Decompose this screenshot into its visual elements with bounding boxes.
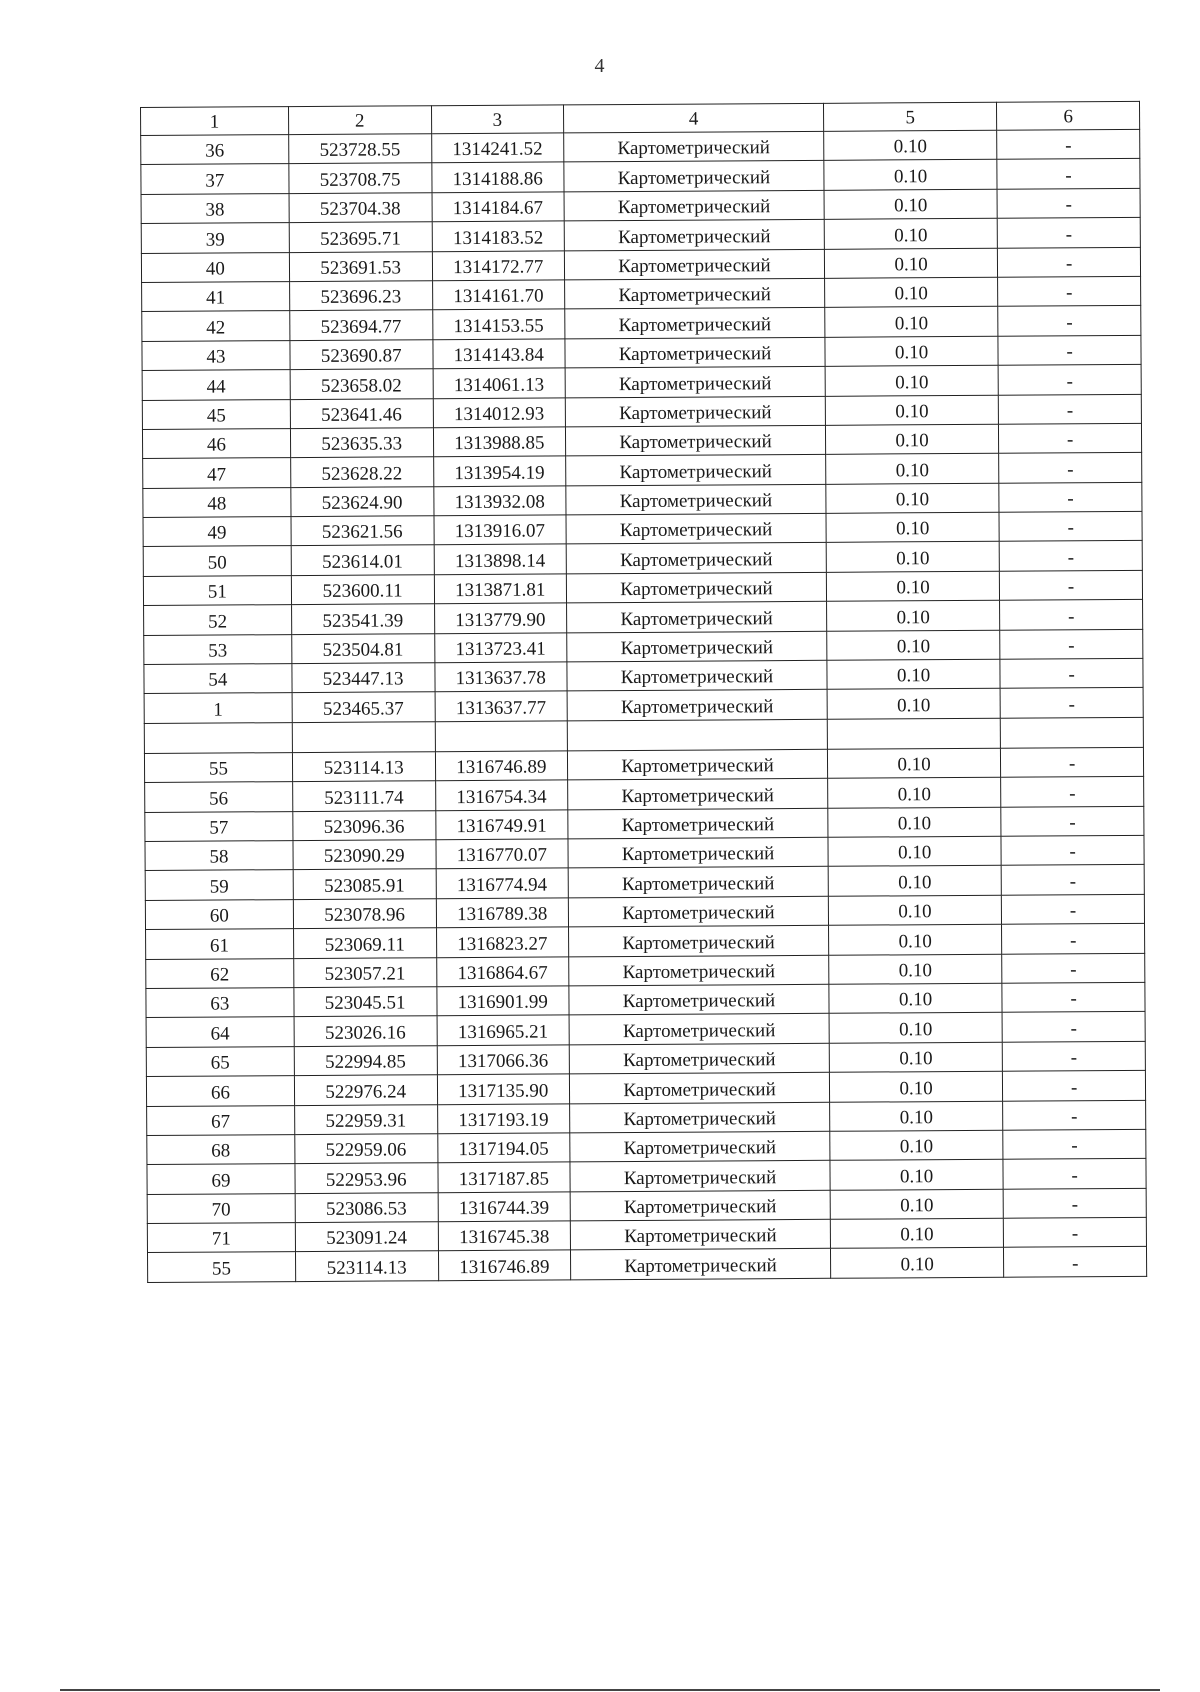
point-number-cell: 47 (143, 458, 291, 488)
x-coordinate-cell: 523447.13 (292, 663, 435, 693)
empty-cell (292, 722, 435, 753)
y-coordinate-cell: 1317194.05 (437, 1133, 570, 1163)
point-number-cell: 45 (142, 399, 290, 429)
accuracy-cell: 0.10 (825, 365, 998, 395)
y-coordinate-cell: 1314241.52 (431, 133, 564, 163)
column-header: 1 (141, 107, 289, 136)
method-cell: Картометрический (569, 1072, 829, 1103)
note-cell: - (1000, 629, 1143, 659)
method-cell: Картометрический (569, 955, 829, 986)
method-cell: Картометрический (565, 308, 825, 339)
accuracy-cell: 0.10 (828, 924, 1001, 954)
note-cell: - (1000, 570, 1143, 600)
y-coordinate-cell: 1313988.85 (433, 427, 566, 457)
x-coordinate-cell: 522953.96 (295, 1163, 438, 1193)
method-cell: Картометрический (569, 925, 829, 956)
accuracy-cell: 0.10 (826, 542, 999, 572)
y-coordinate-cell: 1316774.94 (436, 868, 569, 898)
point-number-cell: 67 (147, 1105, 295, 1135)
method-cell: Картометрический (569, 984, 829, 1015)
table-body (141, 101, 1147, 1282)
accuracy-cell: 0.10 (826, 601, 999, 631)
accuracy-cell: 0.10 (825, 395, 998, 425)
method-cell: Картометрический (567, 660, 827, 691)
point-number-cell: 59 (145, 870, 293, 900)
note-cell: - (999, 482, 1142, 512)
method-cell: Картометрический (565, 425, 825, 456)
method-cell: Картометрический (571, 1249, 831, 1280)
x-coordinate-cell: 522959.31 (294, 1104, 437, 1134)
page-number: 4 (594, 55, 606, 77)
method-cell: Картометрический (567, 602, 827, 633)
point-number-cell: 60 (145, 899, 293, 929)
accuracy-cell: 0.10 (828, 777, 1001, 807)
accuracy-cell: 0.10 (825, 277, 998, 307)
x-coordinate-cell: 523635.33 (290, 428, 433, 458)
method-cell: Картометрический (568, 808, 828, 839)
y-coordinate-cell: 1316823.27 (436, 927, 569, 957)
point-number-cell: 65 (146, 1046, 294, 1076)
method-cell: Картометрический (567, 690, 827, 721)
accuracy-cell: 0.10 (827, 659, 1000, 689)
method-cell: Картометрический (566, 572, 826, 603)
point-number-cell: 62 (146, 958, 294, 988)
point-number-cell: 66 (146, 1076, 294, 1106)
note-cell: - (999, 511, 1142, 541)
accuracy-cell: 0.10 (827, 689, 1000, 719)
x-coordinate-cell: 523690.87 (290, 339, 433, 369)
point-number-cell: 64 (146, 1017, 294, 1047)
y-coordinate-cell: 1316770.07 (435, 839, 568, 869)
accuracy-cell: 0.10 (830, 1189, 1003, 1219)
empty-cell (144, 722, 292, 753)
x-coordinate-cell: 523658.02 (290, 369, 433, 399)
y-coordinate-cell: 1314161.70 (432, 280, 565, 310)
y-coordinate-cell: 1316864.67 (436, 956, 569, 986)
y-coordinate-cell: 1314172.77 (432, 250, 565, 280)
y-coordinate-cell: 1313954.19 (433, 456, 566, 486)
point-number-cell: 69 (147, 1164, 295, 1194)
coordinates-sheet (140, 101, 1147, 1283)
note-cell: - (998, 365, 1141, 395)
accuracy-cell: 0.10 (829, 954, 1002, 984)
method-cell: Картометрический (564, 249, 824, 280)
accuracy-cell: 0.10 (827, 630, 1000, 660)
note-cell: - (998, 276, 1141, 306)
point-number-cell: 41 (142, 282, 290, 312)
note-cell: - (1004, 1247, 1147, 1277)
method-cell: Картометрический (566, 455, 826, 486)
y-coordinate-cell: 1314153.55 (432, 309, 565, 339)
x-coordinate-cell: 522994.85 (294, 1045, 437, 1075)
method-cell: Картометрический (568, 779, 828, 810)
point-number-cell: 39 (141, 223, 289, 253)
note-cell: - (1001, 777, 1144, 807)
y-coordinate-cell: 1317135.90 (437, 1074, 570, 1104)
method-cell: Картометрический (565, 337, 825, 368)
accuracy-cell: 0.10 (828, 895, 1001, 925)
column-header: 6 (997, 101, 1140, 130)
y-coordinate-cell: 1316754.34 (435, 780, 568, 810)
note-cell: - (1001, 747, 1144, 777)
x-coordinate-cell: 523728.55 (288, 134, 431, 164)
note-cell: - (997, 218, 1140, 248)
accuracy-cell: 0.10 (829, 1042, 1002, 1072)
method-cell: Картометрический (570, 1102, 830, 1133)
point-number-cell: 61 (146, 929, 294, 959)
x-coordinate-cell: 523694.77 (290, 310, 433, 340)
point-number-cell: 36 (141, 135, 289, 165)
method-cell: Картометрический (564, 161, 824, 192)
x-coordinate-cell: 523628.22 (290, 457, 433, 487)
x-coordinate-cell: 523026.16 (294, 1016, 437, 1046)
x-coordinate-cell: 523504.81 (292, 633, 435, 663)
note-cell: - (1003, 1100, 1146, 1130)
y-coordinate-cell: 1316789.38 (436, 898, 569, 928)
note-cell: - (997, 188, 1140, 218)
accuracy-cell: 0.10 (825, 307, 998, 337)
accuracy-cell: 0.10 (826, 571, 999, 601)
point-number-cell: 40 (141, 252, 289, 282)
method-cell: Картометрический (565, 396, 825, 427)
note-cell: - (1001, 865, 1144, 895)
note-cell: - (1003, 1159, 1146, 1189)
x-coordinate-cell: 523086.53 (295, 1192, 438, 1222)
point-number-cell: 70 (147, 1193, 295, 1223)
y-coordinate-cell: 1313637.78 (434, 662, 567, 692)
note-cell: - (1003, 1070, 1146, 1100)
point-number-cell: 53 (144, 634, 292, 664)
note-cell: - (999, 423, 1142, 453)
x-coordinate-cell: 522976.24 (294, 1075, 437, 1105)
accuracy-cell: 0.10 (824, 160, 997, 190)
x-coordinate-cell: 523708.75 (289, 163, 432, 193)
y-coordinate-cell: 1314188.86 (431, 162, 564, 192)
point-number-cell: 48 (143, 487, 291, 517)
x-coordinate-cell: 523111.74 (292, 781, 435, 811)
point-number-cell: 50 (143, 546, 291, 576)
point-number-cell: 46 (142, 428, 290, 458)
method-cell: Картометрический (568, 896, 828, 927)
y-coordinate-cell: 1316965.21 (437, 1015, 570, 1045)
note-cell: - (997, 159, 1140, 189)
note-cell: - (1002, 953, 1145, 983)
point-number-cell: 58 (145, 841, 293, 871)
note-cell: - (1002, 924, 1145, 954)
y-coordinate-cell: 1316901.99 (436, 986, 569, 1016)
method-cell: Картометрический (569, 1043, 829, 1074)
x-coordinate-cell: 523069.11 (293, 928, 436, 958)
note-cell: - (999, 541, 1142, 571)
method-cell: Картометрический (570, 1131, 830, 1162)
y-coordinate-cell: 1316745.38 (438, 1221, 571, 1251)
empty-cell (435, 721, 568, 752)
note-cell: - (1003, 1188, 1146, 1218)
y-coordinate-cell: 1316749.91 (435, 809, 568, 839)
note-cell: - (1003, 1129, 1146, 1159)
column-header: 3 (431, 105, 564, 134)
method-cell: Картометрический (567, 631, 827, 662)
y-coordinate-cell: 1314184.67 (432, 192, 565, 222)
method-cell: Картометрический (568, 867, 828, 898)
y-coordinate-cell: 1313637.77 (435, 691, 568, 721)
y-coordinate-cell: 1317066.36 (437, 1045, 570, 1075)
accuracy-cell: 0.10 (830, 1218, 1003, 1248)
method-cell: Картометрический (564, 219, 824, 250)
x-coordinate-cell: 523465.37 (292, 692, 435, 722)
column-header: 2 (288, 106, 431, 135)
note-cell: - (998, 306, 1141, 336)
accuracy-cell: 0.10 (824, 218, 997, 248)
accuracy-cell: 0.10 (826, 512, 999, 542)
y-coordinate-cell: 1316744.39 (438, 1192, 571, 1222)
accuracy-cell: 0.10 (828, 807, 1001, 837)
point-number-cell: 49 (143, 517, 291, 547)
x-coordinate-cell: 523704.38 (289, 193, 432, 223)
note-cell: - (1000, 688, 1143, 718)
y-coordinate-cell: 1317187.85 (437, 1162, 570, 1192)
point-number-cell: 57 (145, 811, 293, 841)
accuracy-cell: 0.10 (824, 130, 997, 160)
point-number-cell: 43 (142, 340, 290, 370)
y-coordinate-cell: 1314061.13 (433, 368, 566, 398)
note-cell: - (1001, 806, 1144, 836)
point-number-cell: 1 (144, 693, 292, 723)
x-coordinate-cell: 523624.90 (291, 486, 434, 516)
note-cell: - (999, 453, 1142, 483)
x-coordinate-cell: 523695.71 (289, 222, 432, 252)
x-coordinate-cell: 522959.06 (295, 1134, 438, 1164)
method-cell: Картометрический (569, 1014, 829, 1045)
accuracy-cell: 0.10 (825, 424, 998, 454)
table-row (148, 1247, 1147, 1282)
y-coordinate-cell: 1314183.52 (432, 221, 565, 251)
note-cell: - (999, 394, 1142, 424)
note-cell: - (1002, 894, 1145, 924)
column-header: 4 (564, 103, 824, 133)
x-coordinate-cell: 523696.23 (289, 281, 432, 311)
x-coordinate-cell: 523114.13 (292, 752, 435, 782)
y-coordinate-cell: 1313723.41 (434, 633, 567, 663)
x-coordinate-cell: 523085.91 (293, 869, 436, 899)
note-cell: - (1004, 1217, 1147, 1247)
note-cell: - (1000, 658, 1143, 688)
column-header: 5 (823, 102, 996, 131)
point-number-cell: 68 (147, 1134, 295, 1164)
method-cell: Картометрический (566, 484, 826, 515)
method-cell: Картометрический (570, 1161, 830, 1192)
y-coordinate-cell: 1316746.89 (438, 1250, 571, 1280)
accuracy-cell: 0.10 (824, 248, 997, 278)
accuracy-cell: 0.10 (828, 866, 1001, 896)
method-cell: Картометрический (570, 1219, 830, 1250)
y-coordinate-cell: 1313932.08 (433, 486, 566, 516)
x-coordinate-cell: 523096.36 (293, 810, 436, 840)
accuracy-cell: 0.10 (830, 1248, 1003, 1278)
accuracy-cell: 0.10 (828, 836, 1001, 866)
point-number-cell: 42 (142, 311, 290, 341)
method-cell: Картометрический (566, 513, 826, 544)
accuracy-cell: 0.10 (829, 1013, 1002, 1043)
x-coordinate-cell: 523641.46 (290, 398, 433, 428)
y-coordinate-cell: 1313871.81 (434, 574, 567, 604)
note-cell: - (1002, 982, 1145, 1012)
y-coordinate-cell: 1313916.07 (434, 515, 567, 545)
x-coordinate-cell: 523614.01 (291, 545, 434, 575)
x-coordinate-cell: 523541.39 (291, 604, 434, 634)
point-number-cell: 38 (141, 193, 289, 223)
method-cell: Картометрический (564, 190, 824, 221)
accuracy-cell: 0.10 (829, 1071, 1002, 1101)
point-number-cell: 52 (144, 605, 292, 635)
x-coordinate-cell: 523691.53 (289, 251, 432, 281)
method-cell: Картометрический (566, 543, 826, 574)
point-number-cell: 55 (148, 1252, 296, 1282)
accuracy-cell: 0.10 (825, 336, 998, 366)
x-coordinate-cell: 523114.13 (295, 1251, 438, 1281)
method-cell: Картометрический (565, 278, 825, 309)
method-cell: Картометрический (564, 131, 824, 162)
x-coordinate-cell: 523090.29 (293, 840, 436, 870)
point-number-cell: 51 (143, 575, 291, 605)
accuracy-cell: 0.10 (826, 483, 999, 513)
method-cell: Картометрический (567, 749, 827, 780)
method-cell: Картометрический (568, 837, 828, 868)
point-number-cell: 44 (142, 370, 290, 400)
point-number-cell: 63 (146, 988, 294, 1018)
y-coordinate-cell: 1314143.84 (432, 339, 565, 369)
y-coordinate-cell: 1313898.14 (434, 544, 567, 574)
note-cell: - (998, 335, 1141, 365)
point-number-cell: 71 (147, 1223, 295, 1253)
note-cell: - (997, 129, 1140, 159)
empty-cell (1000, 717, 1143, 748)
accuracy-cell: 0.10 (826, 454, 999, 484)
bottom-rule (60, 1689, 1160, 1691)
method-cell: Картометрический (565, 366, 825, 397)
y-coordinate-cell: 1313779.90 (434, 603, 567, 633)
point-number-cell: 56 (145, 782, 293, 812)
x-coordinate-cell: 523621.56 (291, 516, 434, 546)
accuracy-cell: 0.10 (830, 1130, 1003, 1160)
coordinates-table (140, 101, 1147, 1283)
point-number-cell: 55 (144, 752, 292, 782)
x-coordinate-cell: 523091.24 (295, 1222, 438, 1252)
accuracy-cell: 0.10 (830, 1160, 1003, 1190)
empty-cell (567, 719, 827, 751)
empty-cell (827, 718, 1000, 749)
note-cell: - (1002, 1012, 1145, 1042)
y-coordinate-cell: 1314012.93 (433, 397, 566, 427)
note-cell: - (1000, 600, 1143, 630)
y-coordinate-cell: 1317193.19 (437, 1103, 570, 1133)
method-cell: Картометрический (570, 1190, 830, 1221)
point-number-cell: 54 (144, 664, 292, 694)
accuracy-cell: 0.10 (827, 748, 1000, 778)
note-cell: - (1001, 835, 1144, 865)
x-coordinate-cell: 523600.11 (291, 575, 434, 605)
x-coordinate-cell: 523045.51 (294, 987, 437, 1017)
note-cell: - (1002, 1041, 1145, 1071)
accuracy-cell: 0.10 (824, 189, 997, 219)
y-coordinate-cell: 1316746.89 (435, 751, 568, 781)
point-number-cell: 37 (141, 164, 289, 194)
accuracy-cell: 0.10 (830, 1101, 1003, 1131)
x-coordinate-cell: 523057.21 (293, 957, 436, 987)
accuracy-cell: 0.10 (829, 983, 1002, 1013)
x-coordinate-cell: 523078.96 (293, 898, 436, 928)
note-cell: - (998, 247, 1141, 277)
